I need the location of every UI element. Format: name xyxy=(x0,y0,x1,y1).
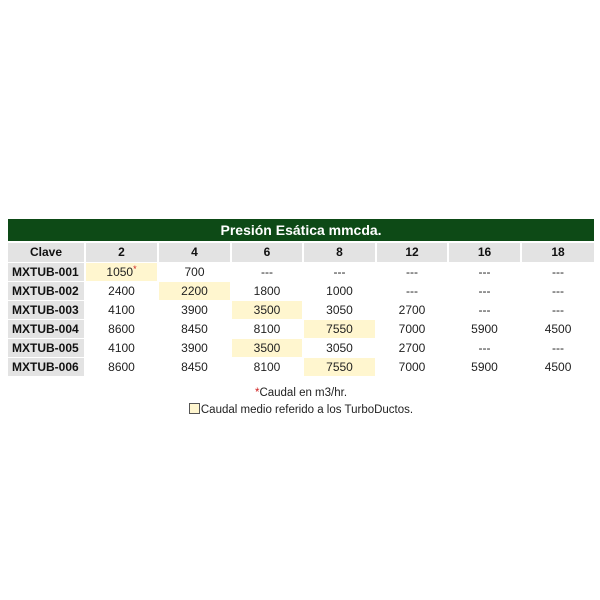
cell-value: 5900 xyxy=(471,360,498,374)
table-cell xyxy=(449,338,522,357)
cell-value: --- xyxy=(478,265,491,279)
table-cell xyxy=(522,262,594,281)
header-col-16: 16 xyxy=(449,241,522,262)
cell-value: 2700 xyxy=(398,303,426,317)
cell-value: --- xyxy=(478,303,491,317)
table-cell xyxy=(304,319,377,338)
note-caudal-medio-text: Caudal medio referido a los TurboDuctos. xyxy=(200,404,414,416)
table-cell xyxy=(377,319,449,338)
cell-value: 8600 xyxy=(108,322,135,336)
cell-value: 7550 xyxy=(326,322,353,336)
cell-value: 3050 xyxy=(326,303,353,317)
table-header-row xyxy=(8,241,594,262)
highlight-swatch-icon xyxy=(189,403,200,414)
table-title: Presión Esática mmcda. xyxy=(8,219,594,241)
cell-value: 3500 xyxy=(253,303,281,317)
table-notes xyxy=(8,385,594,419)
table-cell xyxy=(522,338,594,357)
cell-value: --- xyxy=(261,265,273,279)
table-cell xyxy=(304,338,377,357)
header-clave: Clave xyxy=(8,241,86,262)
table-body xyxy=(8,262,594,376)
cell-value: 2400 xyxy=(108,284,135,298)
header-col-12: 12 xyxy=(377,241,449,262)
table-row xyxy=(8,338,594,357)
cell-value: 3900 xyxy=(181,303,208,317)
table-cell xyxy=(449,281,522,300)
table-cell xyxy=(449,300,522,319)
table-cell xyxy=(86,281,159,300)
table-cell xyxy=(86,300,159,319)
table-cell xyxy=(522,319,594,338)
table-cell xyxy=(159,357,232,376)
cell-value: 5900 xyxy=(471,322,498,336)
cell-value: 8600 xyxy=(108,360,135,374)
row-key: MXTUB-001 xyxy=(8,262,86,281)
note-caudal-unit xyxy=(8,385,594,402)
cell-value: 7000 xyxy=(398,360,426,374)
table-row xyxy=(8,357,594,376)
spec-table-container xyxy=(8,219,594,419)
table-cell xyxy=(159,300,232,319)
cell-value: 8100 xyxy=(253,322,281,336)
cell-value: 7000 xyxy=(398,322,426,336)
table-cell xyxy=(232,300,304,319)
note-star-mark: * xyxy=(254,387,260,399)
cell-value: --- xyxy=(552,341,565,355)
table-cell xyxy=(159,319,232,338)
cell-value: 4100 xyxy=(108,303,135,317)
cell-value: --- xyxy=(406,265,418,279)
cell-value: --- xyxy=(552,265,565,279)
cell-value: 1000 xyxy=(326,284,353,298)
table-cell xyxy=(232,262,304,281)
cell-value: 8100 xyxy=(253,360,281,374)
table-row xyxy=(8,300,594,319)
table-row xyxy=(8,319,594,338)
cell-value: 4500 xyxy=(544,360,572,374)
table-row xyxy=(8,262,594,281)
cell-value: --- xyxy=(552,303,565,317)
table-cell xyxy=(449,262,522,281)
cell-value: 4500 xyxy=(544,322,572,336)
table-cell xyxy=(377,281,449,300)
table-cell xyxy=(304,300,377,319)
row-key: MXTUB-002 xyxy=(8,281,86,300)
table-cell xyxy=(522,300,594,319)
cell-value: --- xyxy=(552,284,565,298)
row-key: MXTUB-003 xyxy=(8,300,86,319)
cell-value: 8450 xyxy=(181,322,208,336)
header-col-18: 18 xyxy=(522,241,594,262)
table-cell xyxy=(232,357,304,376)
table-cell xyxy=(377,300,449,319)
cell-value: 8450 xyxy=(181,360,208,374)
table-cell xyxy=(522,357,594,376)
table-cell xyxy=(377,357,449,376)
table-cell xyxy=(159,262,232,281)
header-col-8: 8 xyxy=(304,241,377,262)
table-cell xyxy=(304,262,377,281)
table-cell xyxy=(86,357,159,376)
row-key: MXTUB-006 xyxy=(8,357,86,376)
table-cell xyxy=(86,262,159,281)
row-key: MXTUB-005 xyxy=(8,338,86,357)
row-key: MXTUB-004 xyxy=(8,319,86,338)
table-cell xyxy=(304,281,377,300)
cell-value: 7550 xyxy=(326,360,353,374)
cell-value: --- xyxy=(333,265,346,279)
cell-value: 3500 xyxy=(253,341,281,355)
cell-value: 1800 xyxy=(253,284,281,298)
table-cell xyxy=(377,338,449,357)
cell-value: 2200 xyxy=(181,284,208,298)
table-cell xyxy=(522,281,594,300)
table-cell xyxy=(86,338,159,357)
table-cell xyxy=(304,357,377,376)
table-cell xyxy=(377,262,449,281)
cell-value: 1050 xyxy=(106,265,134,279)
cell-value: --- xyxy=(406,284,418,298)
note-caudal-medio xyxy=(8,402,594,419)
header-col-6: 6 xyxy=(232,241,304,262)
static-pressure-table xyxy=(8,219,594,376)
table-cell xyxy=(232,281,304,300)
header-col-2: 2 xyxy=(86,241,159,262)
cell-value: 3050 xyxy=(326,341,353,355)
table-cell xyxy=(159,338,232,357)
table-cell xyxy=(232,319,304,338)
cell-value: 2700 xyxy=(398,341,426,355)
table-cell xyxy=(449,357,522,376)
table-cell xyxy=(232,338,304,357)
note-caudal-unit-text: Caudal en m3/hr. xyxy=(259,387,348,399)
cell-value: --- xyxy=(478,341,491,355)
header-col-4: 4 xyxy=(159,241,232,262)
cell-value: --- xyxy=(478,284,491,298)
cell-value: 3900 xyxy=(181,341,208,355)
table-cell xyxy=(449,319,522,338)
table-cell xyxy=(159,281,232,300)
table-cell xyxy=(86,319,159,338)
cell-value: 700 xyxy=(184,265,205,279)
cell-value: 4100 xyxy=(108,341,135,355)
cell-star-mark: * xyxy=(133,264,137,274)
table-row xyxy=(8,281,594,300)
